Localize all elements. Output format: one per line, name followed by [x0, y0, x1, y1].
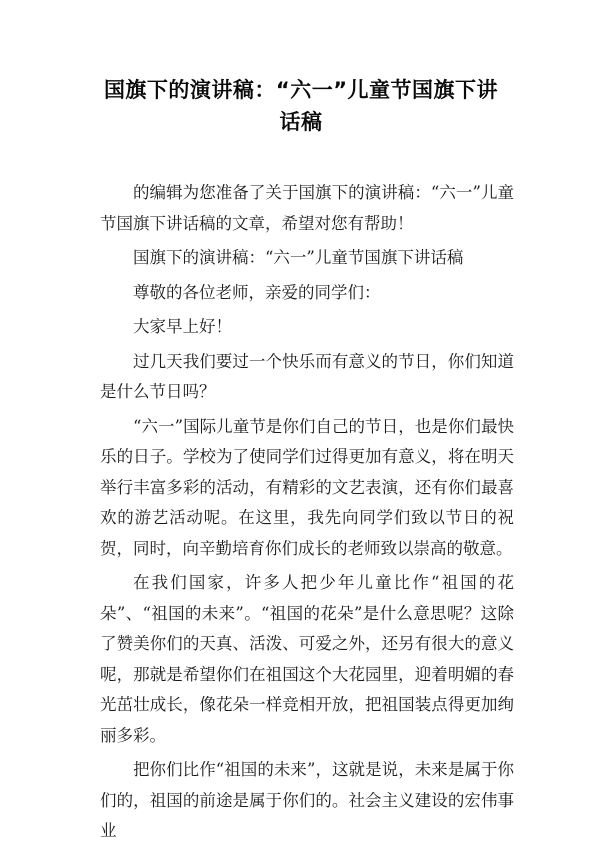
document-body: [100, 178, 514, 851]
paragraph-heading: 国旗下的演讲稿：“六一”儿童节国旗下讲话稿: [133, 248, 464, 267]
paragraph-flowers: 在我们国家，许多人把少年儿童比作“祖国的花朵”、“祖国的未来”。“祖国的花朵”是什么意思呢？这除了赞美你们的天真、活泼、可爱之外，还另有很大的意义呢，那就是希望你们在祖国这个大花园里，迎着明媚的春光茁壮成长，像花朵一样竞相开放，把祖国装点得更加绚丽多彩。: [100, 573, 514, 745]
paragraph-childrens-day: “六一”国际儿童节是你们自己的节日，也是你们最快乐的日子。学校为了使同学们过得更加有意义，将在明天举行丰富多彩的活动，有精彩的文艺表演，还有你们最喜欢的游艺活动呢。在这里，我先向同学们致以节日的祝贺，同时，向辛勤培育你们成长的老师致以崇高的敬意。: [100, 416, 514, 558]
paragraph-question: 过几天我们要过一个快乐而有意义的节日，你们知道是什么节日吗？: [100, 351, 514, 401]
paragraph-salutation: 尊敬的各位老师，亲爱的同学们：: [133, 282, 381, 302]
document-title: 国旗下的演讲稿：“六一”儿童节国旗下讲话稿: [103, 78, 499, 134]
paragraph-intro: 的编辑为您准备了关于国旗下的演讲稿：“六一”儿童节国旗下讲话稿的文章，希望对您有帮助！: [100, 183, 514, 233]
paragraph-greeting: 大家早上好！: [133, 317, 232, 336]
paragraph-future: 把你们比作“祖国的未来”，这就是说，未来是属于你们的，祖国的前途是属于你们的。社会主义建设的宏伟事业: [100, 760, 514, 840]
